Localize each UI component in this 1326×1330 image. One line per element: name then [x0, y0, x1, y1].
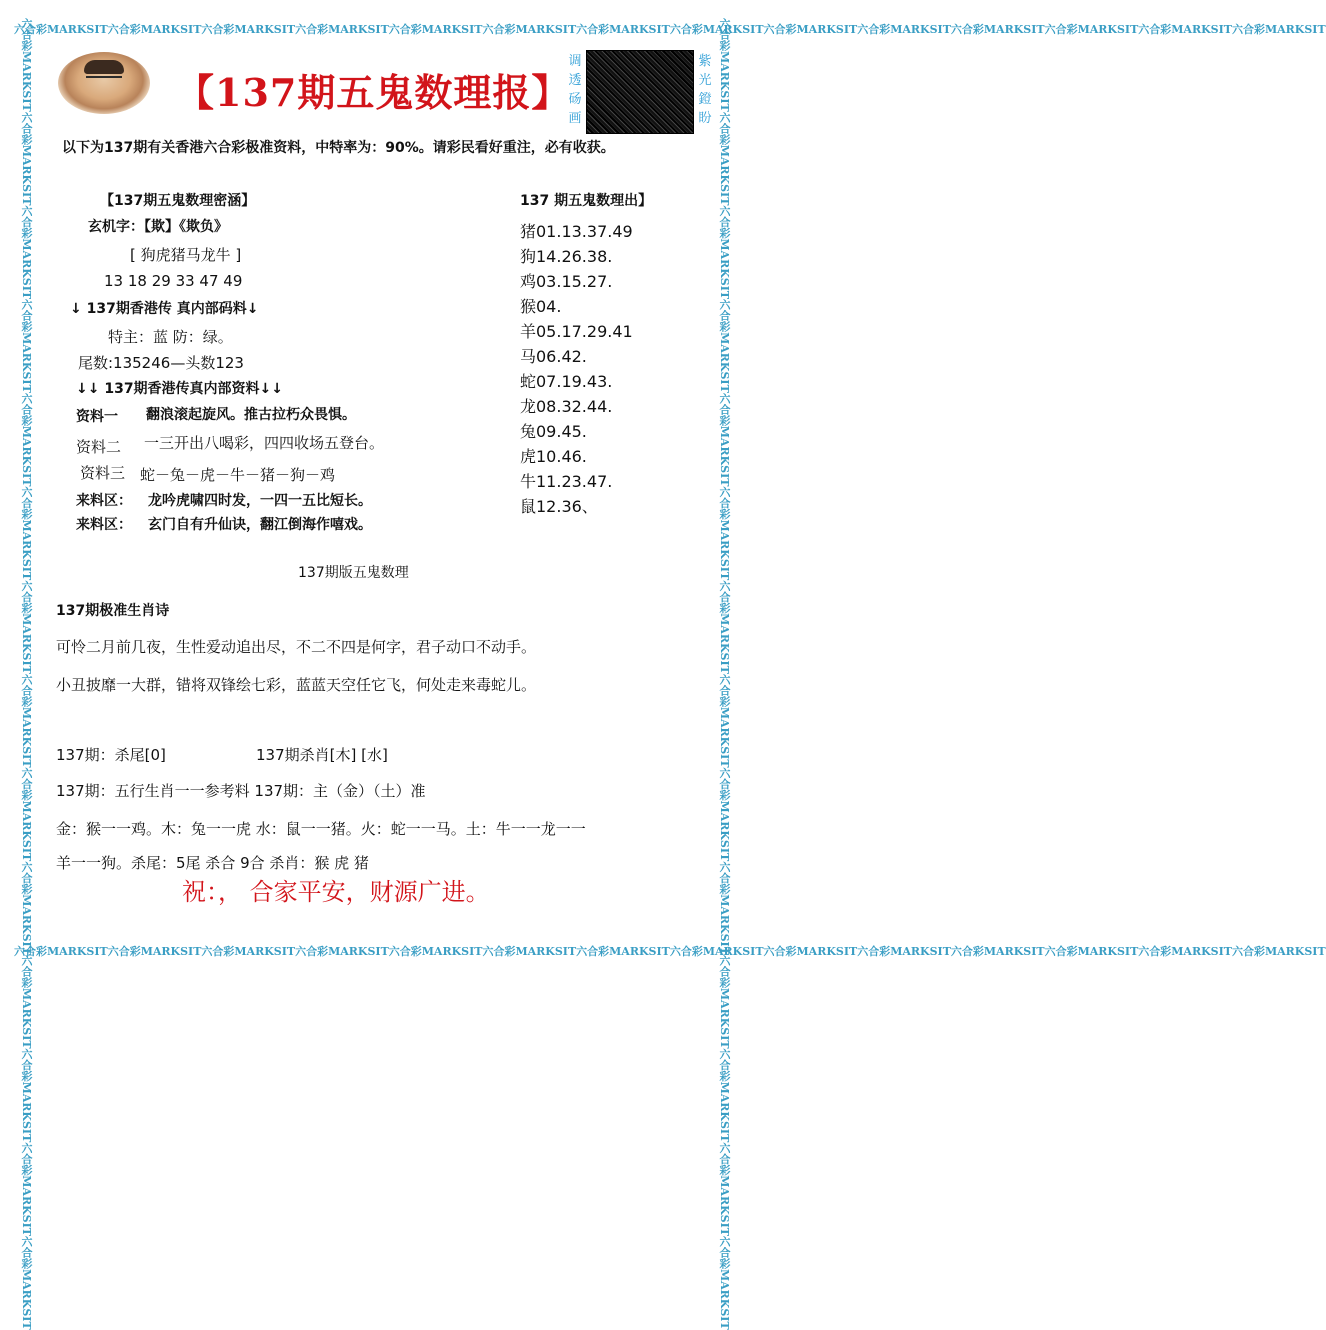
source2-label: 来料区：: [76, 517, 132, 533]
side-label-left: 调透砀画: [568, 54, 582, 126]
info3-label: 资料三: [80, 464, 126, 482]
zodiac-list-item: 鼠12.36、: [520, 497, 598, 516]
info3-text: 蛇－兔－虎－牛－猪－狗－鸡: [140, 466, 336, 484]
tail-numbers: 尾数:135246—头数123: [78, 354, 244, 372]
zodiac-list-item: 蛇07.19.43.: [520, 372, 613, 391]
poem-heading: 137期极准生肖诗: [56, 603, 170, 619]
side-label-right: 紫光鐙盼: [698, 54, 712, 126]
info2-label: 资料二: [76, 438, 122, 456]
source1-label: 来料区：: [76, 493, 132, 509]
border-watermark-right: 六合彩MARKSIT六合彩MARKSIT六合彩MARKSIT六合彩MARKSIT六合彩MARKSIT六合彩MARKSIT六合彩MARKSIT六合彩MARKSIT六合彩MARKSIT六合彩MARKSIT六合彩MARKSIT六合彩MARKSIT六合彩MARKSIT六合彩MARKSIT: [718, 18, 731, 1330]
intro-text: 以下为137期有关香港六合彩极准资料，中特率为：90%。请彩民看好重注，必有收获。: [62, 140, 615, 156]
zodiac-list-item: 牛11.23.47.: [520, 472, 613, 491]
bottom-border: [14, 944, 1326, 960]
poem-line-2: 小丑披靡一大群，错将双锋绘七彩，蓝蓝天空任它飞，何处走来毒蛇儿。: [56, 676, 537, 694]
left-border: [18, 18, 34, 1330]
number-set: 13 18 29 33 47 49: [104, 272, 243, 290]
right-border: [716, 18, 732, 1330]
elements-line-1: 金：猴一一鸡。木：兔一一虎 水：鼠一一猪。火：蛇一一马。土：牛一一龙一一: [56, 820, 586, 838]
left-heading: 【137期五鬼数理密涵】: [100, 193, 256, 209]
info1-label: 资料一: [76, 409, 118, 425]
center-caption: 137期版五鬼数理: [298, 565, 409, 581]
inside-code-heading: ↓ 137期香港传 真内部码料↓: [70, 301, 259, 317]
kill-tail: 137期：杀尾[0]: [56, 746, 166, 764]
portrait-image: [58, 52, 150, 114]
border-watermark-bottom: 六合彩MARKSIT六合彩MARKSIT六合彩MARKSIT六合彩MARKSIT六合彩MARKSIT六合彩MARKSIT六合彩MARKSIT六合彩MARKSIT六合彩MARKSIT六合彩MARKSIT六合彩MARKSIT六合彩MARKSIT六合彩MARKSIT六合彩MARKSIT: [14, 945, 1326, 958]
top-border: [14, 22, 1326, 38]
poem-line-1: 可怜二月前几夜，生性爱动追出尽，不二不四是何字，君子动口不动手。: [56, 638, 537, 656]
five-elements-heading: 137期：五行生肖一一参考料 137期：主（金）（土）准: [56, 782, 426, 800]
inside-info-heading: ↓↓ 137期香港传真内部资料↓↓: [76, 381, 284, 397]
zodiac-set: [ 狗虎猪马龙牛 ]: [130, 246, 242, 264]
zodiac-list-item: 鸡03.15.27.: [520, 272, 613, 291]
page-title: 【137期五鬼数理报】: [176, 70, 571, 115]
info1-text: 翻浪滚起旋风。推古拉朽众畏惧。: [146, 407, 356, 423]
zodiac-list-item: 猪01.13.37.49: [520, 222, 633, 241]
border-watermark-left: 六合彩MARKSIT六合彩MARKSIT六合彩MARKSIT六合彩MARKSIT六合彩MARKSIT六合彩MARKSIT六合彩MARKSIT六合彩MARKSIT六合彩MARKSIT六合彩MARKSIT六合彩MARKSIT六合彩MARKSIT六合彩MARKSIT六合彩MARKSIT: [20, 18, 33, 1330]
special-color: 特主：蓝 防：绿。: [108, 328, 233, 346]
portrait-hair: [84, 60, 124, 74]
right-heading: 137 期五鬼数理出】: [520, 193, 653, 209]
portrait-glasses: [86, 76, 122, 86]
blessing-text: 祝：， 合家平安，财源广进。: [182, 878, 490, 906]
mystery-word: 玄机字：【欺】《欺负》: [88, 219, 228, 235]
source1-text: 龙吟虎啸四时发，一四一五比短长。: [148, 493, 372, 509]
qr-code-image: [586, 50, 694, 134]
zodiac-list-item: 龙08.32.44.: [520, 397, 613, 416]
zodiac-list-item: 虎10.46.: [520, 447, 587, 466]
zodiac-list-item: 兔09.45.: [520, 422, 587, 441]
source2-text: 玄门自有升仙诀，翻江倒海作嘻戏。: [148, 517, 372, 533]
zodiac-list-item: 猴04.: [520, 297, 562, 316]
kill-zodiac: 137期杀肖[木] [水]: [256, 746, 388, 764]
zodiac-list-item: 羊05.17.29.41: [520, 322, 633, 341]
elements-line-2: 羊一一狗。杀尾：5尾 杀合 9合 杀肖：猴 虎 猪: [56, 854, 369, 872]
info2-text: 一三开出八喝彩，四四收场五登台。: [144, 434, 385, 452]
zodiac-list-item: 马06.42.: [520, 347, 587, 366]
border-watermark-top: 六合彩MARKSIT六合彩MARKSIT六合彩MARKSIT六合彩MARKSIT六合彩MARKSIT六合彩MARKSIT六合彩MARKSIT六合彩MARKSIT六合彩MARKSIT六合彩MARKSIT六合彩MARKSIT六合彩MARKSIT六合彩MARKSIT六合彩MARKSIT: [14, 23, 1326, 36]
zodiac-list-item: 狗14.26.38.: [520, 247, 613, 266]
